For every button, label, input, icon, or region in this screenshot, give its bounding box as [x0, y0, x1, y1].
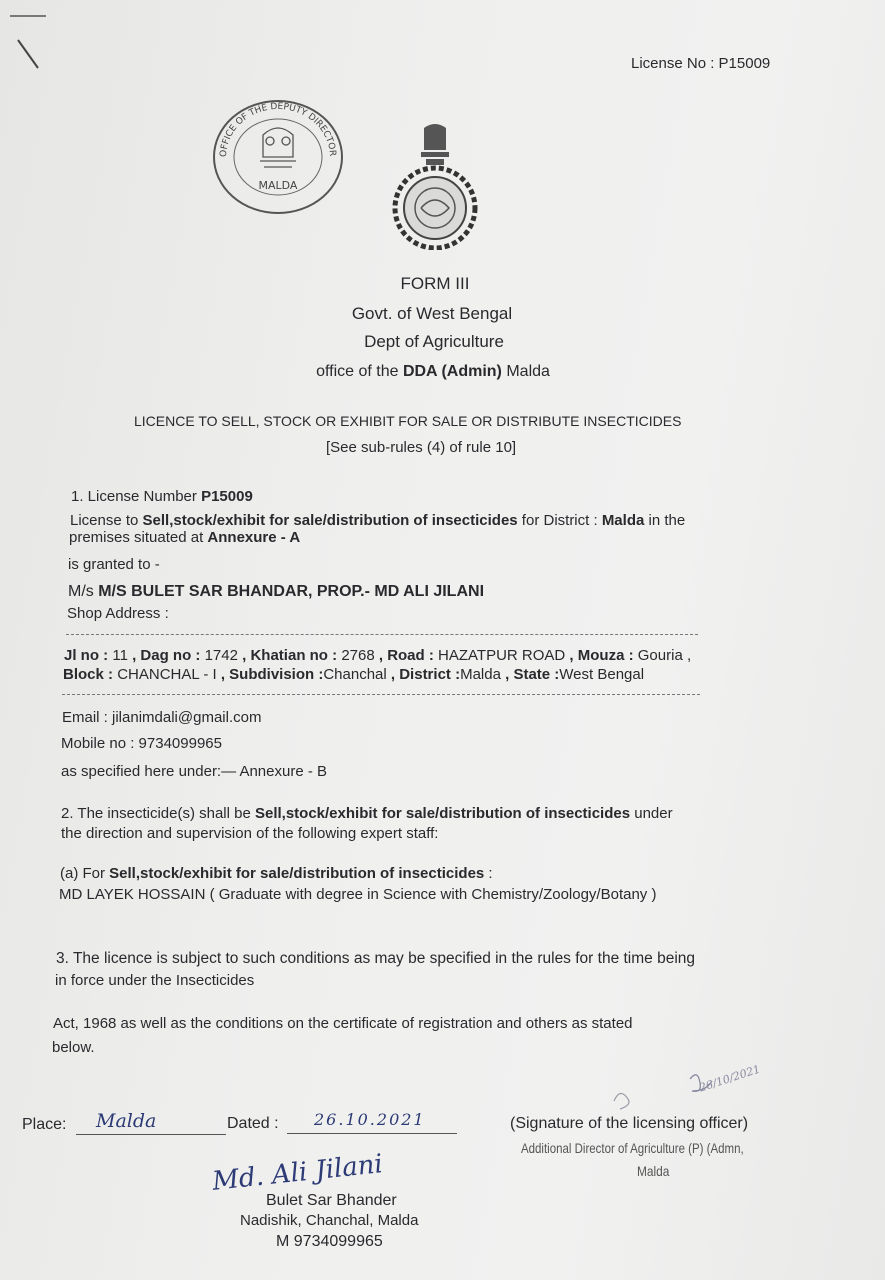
section2-line2: the direction and supervision of the following expert staff: — [61, 825, 439, 842]
granted-line: is granted to - — [68, 556, 160, 573]
premises-line: premises situated at Annexure - A — [69, 529, 301, 546]
section3-line1: 3. The licence is subject to such conditions as may be specified in the rules for the time being — [56, 950, 696, 967]
dated-value: 26.10.2021 — [314, 1110, 426, 1129]
specified-line: as specified here under:— Annexure - B — [61, 763, 327, 780]
svg-text:OFFICE OF THE DEPUTY DIRECTOR: OFFICE OF THE DEPUTY DIRECTOR — [218, 101, 338, 158]
licence-heading: LICENCE TO SELL, STOCK OR EXHIBIT FOR SALE OR DISTRIBUTE INSECTICIDES — [134, 413, 682, 429]
licence-subheading: [See sub-rules (4) of rule 10] — [326, 439, 517, 456]
office-title: office of the DDA (Admin) Malda — [316, 363, 550, 380]
form-title: FORM III — [400, 274, 470, 293]
divider-top — [66, 634, 698, 635]
officer-initial-icon — [600, 1062, 790, 1115]
section3-line3: Act, 1968 as well as the conditions on the certificate of registration and others as stated — [53, 1015, 633, 1032]
place-underline — [76, 1134, 226, 1135]
stamp-line1: Bulet Sar Bhander — [266, 1192, 397, 1209]
stamp-line2: Nadishik, Chanchal, Malda — [240, 1212, 419, 1229]
licensee-name: M/s M/S BULET SAR BHANDAR, PROP.- MD ALI JILANI — [68, 583, 485, 600]
emblem-icon — [388, 120, 483, 250]
pen-mark-icon — [0, 0, 60, 80]
mobile-line: Mobile no : 9734099965 — [61, 735, 222, 752]
shop-address-label: Shop Address : — [67, 605, 169, 622]
dated-underline — [287, 1133, 457, 1134]
state-emblem — [388, 120, 483, 255]
stamp-line3: M 9734099965 — [276, 1233, 383, 1250]
officer-location: Malda — [637, 1163, 670, 1179]
seal-center-text: MALDA — [258, 179, 298, 192]
dated-label: Dated : — [227, 1115, 279, 1132]
licensee-signature: Md. Ali Jilani — [210, 1149, 385, 1197]
officer-designation: Additional Director of Agriculture (P) (Admn, — [521, 1140, 744, 1156]
office-seal-icon — [208, 95, 348, 215]
section3-line4: below. — [52, 1039, 95, 1056]
section3-line2: in force under the Insecticides — [55, 972, 255, 989]
place-label: Place: — [22, 1116, 67, 1133]
dept-title: Dept of Agriculture — [364, 332, 504, 351]
signature-label: (Signature of the licensing officer) — [510, 1115, 749, 1132]
license-number-header: License No : P15009 — [631, 55, 771, 72]
section2-line1: 2. The insecticide(s) shall be Sell,stock/exhibit for sale/distribution of insecticides under — [61, 805, 673, 822]
email-line: Email : jilanimdali@gmail.com — [62, 709, 262, 726]
section2-a-line: (a) For Sell,stock/exhibit for sale/distribution of insecticides : — [60, 865, 493, 882]
divider-bottom — [62, 694, 700, 695]
expert-staff: MD LAYEK HOSSAIN ( Graduate with degree in Science with Chemistry/Zoology/Botany ) — [59, 886, 657, 903]
govt-title: Govt. of West Bengal — [351, 304, 513, 323]
place-value: Malda — [96, 1110, 157, 1132]
address-line-1: Jl no : 11 , Dag no : 1742 , Khatian no : 2768 , Road : HAZATPUR ROAD , Mouza : Gouria , — [64, 647, 692, 664]
officer-initial-date: 26/10/2021 — [697, 1062, 762, 1095]
office-seal — [208, 95, 348, 220]
license-number-line: 1. License Number P15009 — [71, 488, 253, 505]
license-purpose-line: License to Sell,stock/exhibit for sale/distribution of insecticides for District : Malda in the — [70, 512, 686, 529]
address-line-2: Block : CHANCHAL - I , Subdivision :Chanchal , District :Malda , State :West Bengal — [63, 666, 645, 683]
